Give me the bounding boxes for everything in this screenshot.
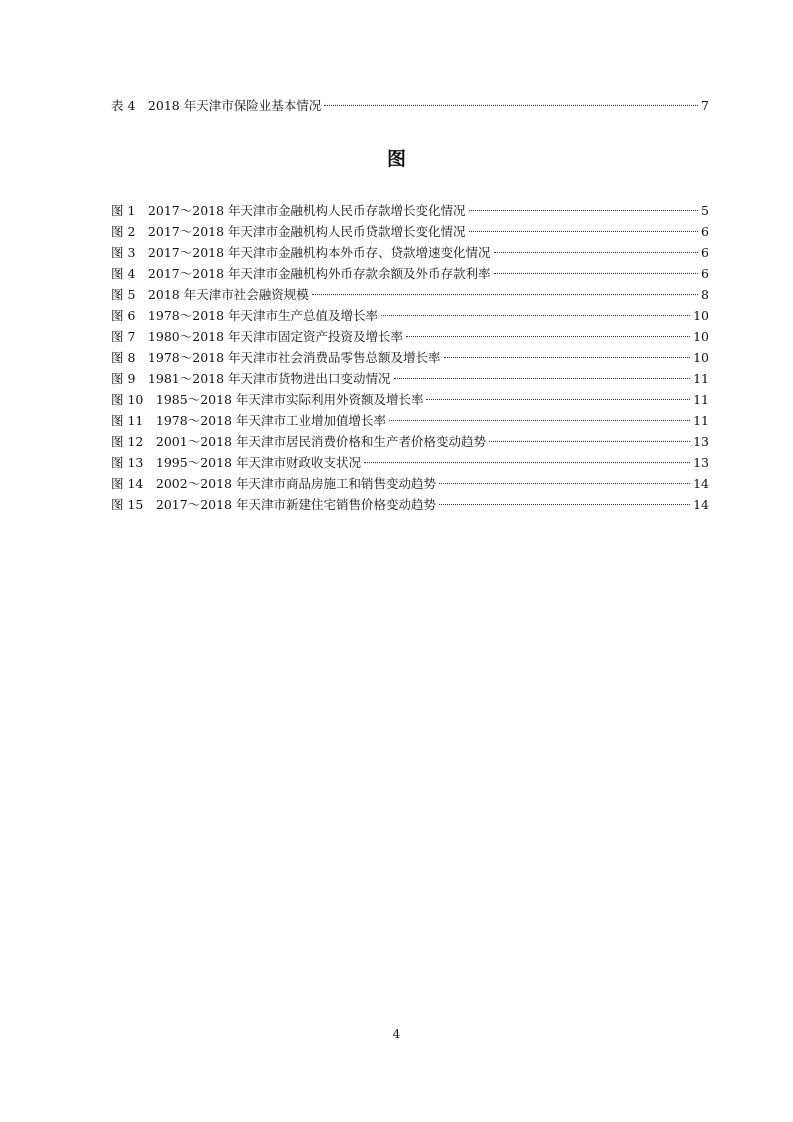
toc-entry-figure-11[interactable] [111, 411, 709, 431]
toc-entry-page: 6 [701, 266, 709, 281]
toc-entry-label: 图 2 2017～2018 年天津市金融机构人民币贷款增长变化情况 [111, 224, 466, 239]
toc-entry-label: 图 5 2018 年天津市社会融资规模 [111, 287, 309, 302]
toc-entry-page: 6 [701, 224, 709, 239]
toc-entry-label: 图 3 2017～2018 年天津市金融机构本外币存、贷款增速变化情况 [111, 245, 491, 260]
toc-entry-page: 11 [693, 413, 709, 428]
toc-entry-page: 13 [693, 434, 709, 449]
toc-entry-page: 6 [701, 245, 709, 260]
toc-entry-page: 14 [693, 476, 709, 491]
dot-leader [312, 294, 698, 295]
toc-entry-figure-2[interactable] [111, 222, 709, 242]
toc-entry-page: 13 [693, 455, 709, 470]
toc-entry-page: 7 [701, 98, 709, 113]
toc-entry-page: 10 [693, 308, 709, 323]
dot-leader [389, 420, 690, 421]
toc-entry-figure-12[interactable] [111, 432, 709, 452]
toc-entry-label: 图 7 1980～2018 年天津市固定资产投资及增长率 [111, 329, 404, 344]
figures-section-heading: 图 [386, 148, 406, 170]
toc-entry-page: 10 [693, 329, 709, 344]
dot-leader [439, 504, 690, 505]
toc-entry-label: 图 14 2002～2018 年天津市商品房施工和销售变动趋势 [111, 476, 436, 491]
toc-entry-label: 图 8 1978～2018 年天津市社会消费品零售总额及增长率 [111, 350, 441, 365]
dot-leader [426, 399, 690, 400]
toc-entry-figure-9[interactable] [111, 369, 709, 389]
dot-leader [381, 315, 690, 316]
toc-entry-figure-7[interactable] [111, 327, 709, 347]
dot-leader [439, 483, 690, 484]
toc-entry-page: 10 [693, 350, 709, 365]
toc-entry-figure-1[interactable] [111, 201, 709, 221]
toc-entry-label: 图 4 2017～2018 年天津市金融机构外币存款余额及外币存款利率 [111, 266, 491, 281]
toc-entry-label: 图 13 1995～2018 年天津市财政收支状况 [111, 455, 361, 470]
toc-entry-page: 14 [693, 497, 709, 512]
dot-leader [489, 441, 690, 442]
toc-entry-figure-10[interactable] [111, 390, 709, 410]
toc-entry-page: 5 [701, 203, 709, 218]
toc-entry-table-4[interactable] [111, 96, 709, 116]
toc-entry-figure-6[interactable] [111, 306, 709, 326]
toc-entry-label: 图 12 2001～2018 年天津市居民消费价格和生产者价格变动趋势 [111, 434, 486, 449]
toc-entry-label: 图 11 1978～2018 年天津市工业增加值增长率 [111, 413, 386, 428]
toc-entry-figure-8[interactable] [111, 348, 709, 368]
toc-entry-figure-14[interactable] [111, 474, 709, 494]
dot-leader [494, 252, 699, 253]
toc-entry-figure-15[interactable] [111, 495, 709, 515]
toc-entry-page: 11 [693, 392, 709, 407]
dot-leader [494, 273, 699, 274]
dot-leader [469, 231, 699, 232]
toc-entry-page: 11 [693, 371, 709, 386]
toc-entry-label: 表 4 2018 年天津市保险业基本情况 [111, 98, 322, 113]
toc-entry-label: 图 10 1985～2018 年天津市实际利用外资额及增长率 [111, 392, 424, 407]
toc-entry-figure-5[interactable] [111, 285, 709, 305]
toc-entry-label: 图 15 2017～2018 年天津市新建住宅销售价格变动趋势 [111, 497, 436, 512]
toc-entry-page: 8 [701, 287, 709, 302]
toc-entry-label: 图 1 2017～2018 年天津市金融机构人民币存款增长变化情况 [111, 203, 466, 218]
toc-entry-figure-13[interactable] [111, 453, 709, 473]
dot-leader [394, 378, 691, 379]
dot-leader [364, 462, 690, 463]
dot-leader [324, 105, 698, 106]
dot-leader [406, 336, 690, 337]
dot-leader [469, 210, 699, 211]
dot-leader [444, 357, 691, 358]
toc-entry-label: 图 6 1978～2018 年天津市生产总值及增长率 [111, 308, 379, 323]
toc-entry-figure-4[interactable] [111, 264, 709, 284]
toc-entry-figure-3[interactable] [111, 243, 709, 263]
footer-page-number: 4 [392, 1027, 401, 1041]
toc-entry-label: 图 9 1981～2018 年天津市货物进出口变动情况 [111, 371, 391, 386]
